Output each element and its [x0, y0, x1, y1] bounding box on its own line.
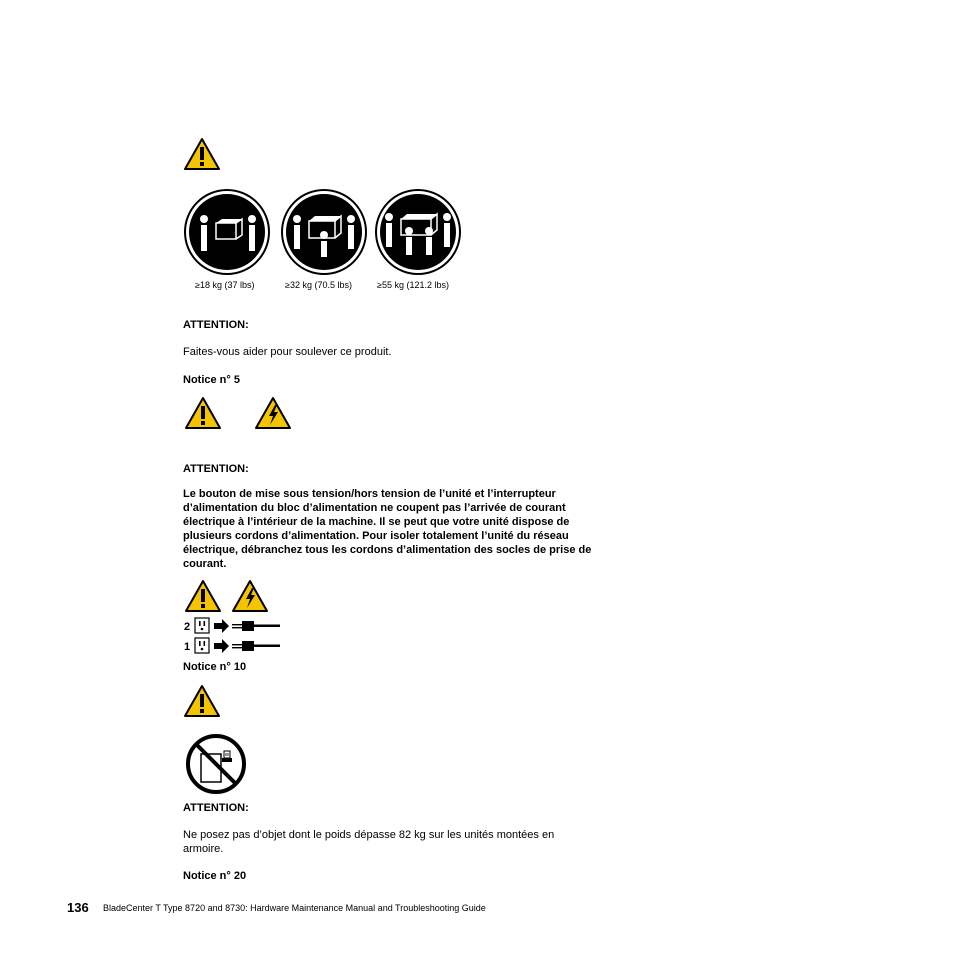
no-heavy-object-icon — [184, 732, 248, 796]
caution-icon — [184, 579, 222, 613]
lift-three-person-icon — [281, 189, 367, 275]
notice-number: Notice n° 20 — [183, 870, 247, 882]
weight-label-2: ≥32 kg (70.5 lbs) — [285, 280, 352, 290]
page-number: 136 — [67, 900, 89, 915]
notice-number: Notice n° 5 — [183, 374, 240, 386]
caution-icon — [183, 137, 221, 171]
weight-label-1: ≥18 kg (37 lbs) — [195, 280, 255, 290]
attention-heading: ATTENTION: — [183, 319, 249, 331]
footer-title: BladeCenter T Type 8720 and 8730: Hardware Maintenance Manual and Troubleshooting Guide — [103, 903, 486, 913]
lift-four-person-icon — [375, 189, 461, 275]
power-cord-unplug-icon — [194, 637, 282, 655]
lifting-text: Faites-vous aider pour soulever ce produit. — [183, 346, 392, 358]
power-cord-unplug-icon — [194, 617, 282, 635]
attention-heading: ATTENTION: — [183, 463, 249, 475]
power-text: Le bouton de mise sous tension/hors tension de l’unité et l’interrupteur d’alimentation du bloc d’alimentation ne coupent pas l’arrivée de courant électrique à l’intérieur de la machine. Il se peut que votre unité dispose de plusieurs cordons d’alimentation. Pour isoler totalement l’unité du réseau électrique, débranchez tous les cordons d’alimentation des socles de prise de courant. — [183, 488, 592, 570]
notice-number: Notice n° 10 — [183, 661, 247, 673]
cord-label-1: 1 — [184, 641, 191, 653]
weight-limit-text: Ne posez pas d’objet dont le poids dépasse 82 kg sur les unités montées en armoire. — [183, 829, 555, 855]
caution-icon — [184, 396, 222, 430]
electrical-hazard-icon — [254, 396, 292, 430]
electrical-hazard-icon — [231, 579, 269, 613]
caution-icon — [183, 684, 221, 718]
lift-two-person-icon — [184, 189, 270, 275]
weight-label-3: ≥55 kg (121.2 lbs) — [377, 280, 449, 290]
attention-heading: ATTENTION: — [183, 802, 249, 814]
cord-label-2: 2 — [184, 621, 191, 633]
